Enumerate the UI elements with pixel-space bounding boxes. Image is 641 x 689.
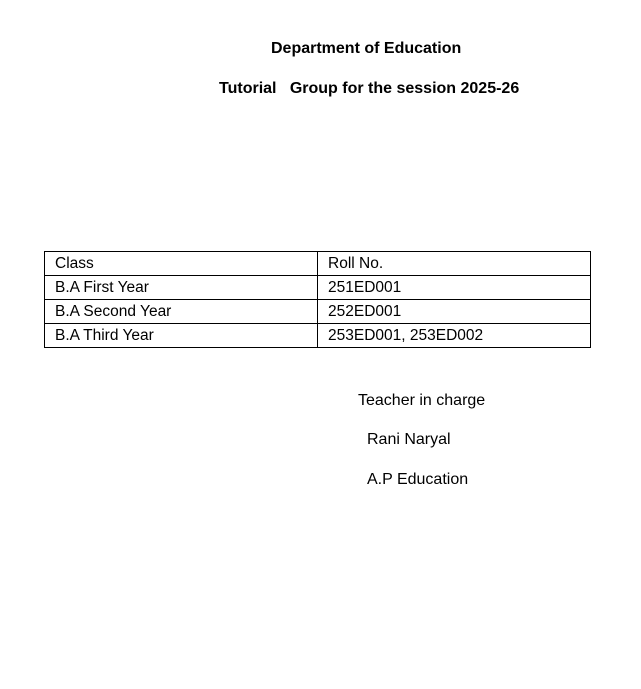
roll-no-cell: 252ED001 <box>318 300 591 324</box>
table-header-row <box>45 252 591 276</box>
table-row <box>45 300 591 324</box>
table-row <box>45 324 591 348</box>
teacher-name: Rani Naryal <box>367 431 451 448</box>
tutorial-group-title: Tutorial Group for the session 2025-26 <box>219 80 520 97</box>
department-title: Department of Education <box>271 40 462 57</box>
class-cell: B.A First Year <box>45 276 318 300</box>
teacher-in-charge-label: Teacher in charge <box>358 392 486 409</box>
tutorial-group-table <box>44 251 591 348</box>
table-row <box>45 276 591 300</box>
teacher-designation: A.P Education <box>367 471 469 488</box>
header-class: Class <box>45 252 318 276</box>
roll-no-cell: 253ED001, 253ED002 <box>318 324 591 348</box>
roll-no-cell: 251ED001 <box>318 276 591 300</box>
class-cell: B.A Third Year <box>45 324 318 348</box>
header-roll-no: Roll No. <box>318 252 591 276</box>
class-cell: B.A Second Year <box>45 300 318 324</box>
